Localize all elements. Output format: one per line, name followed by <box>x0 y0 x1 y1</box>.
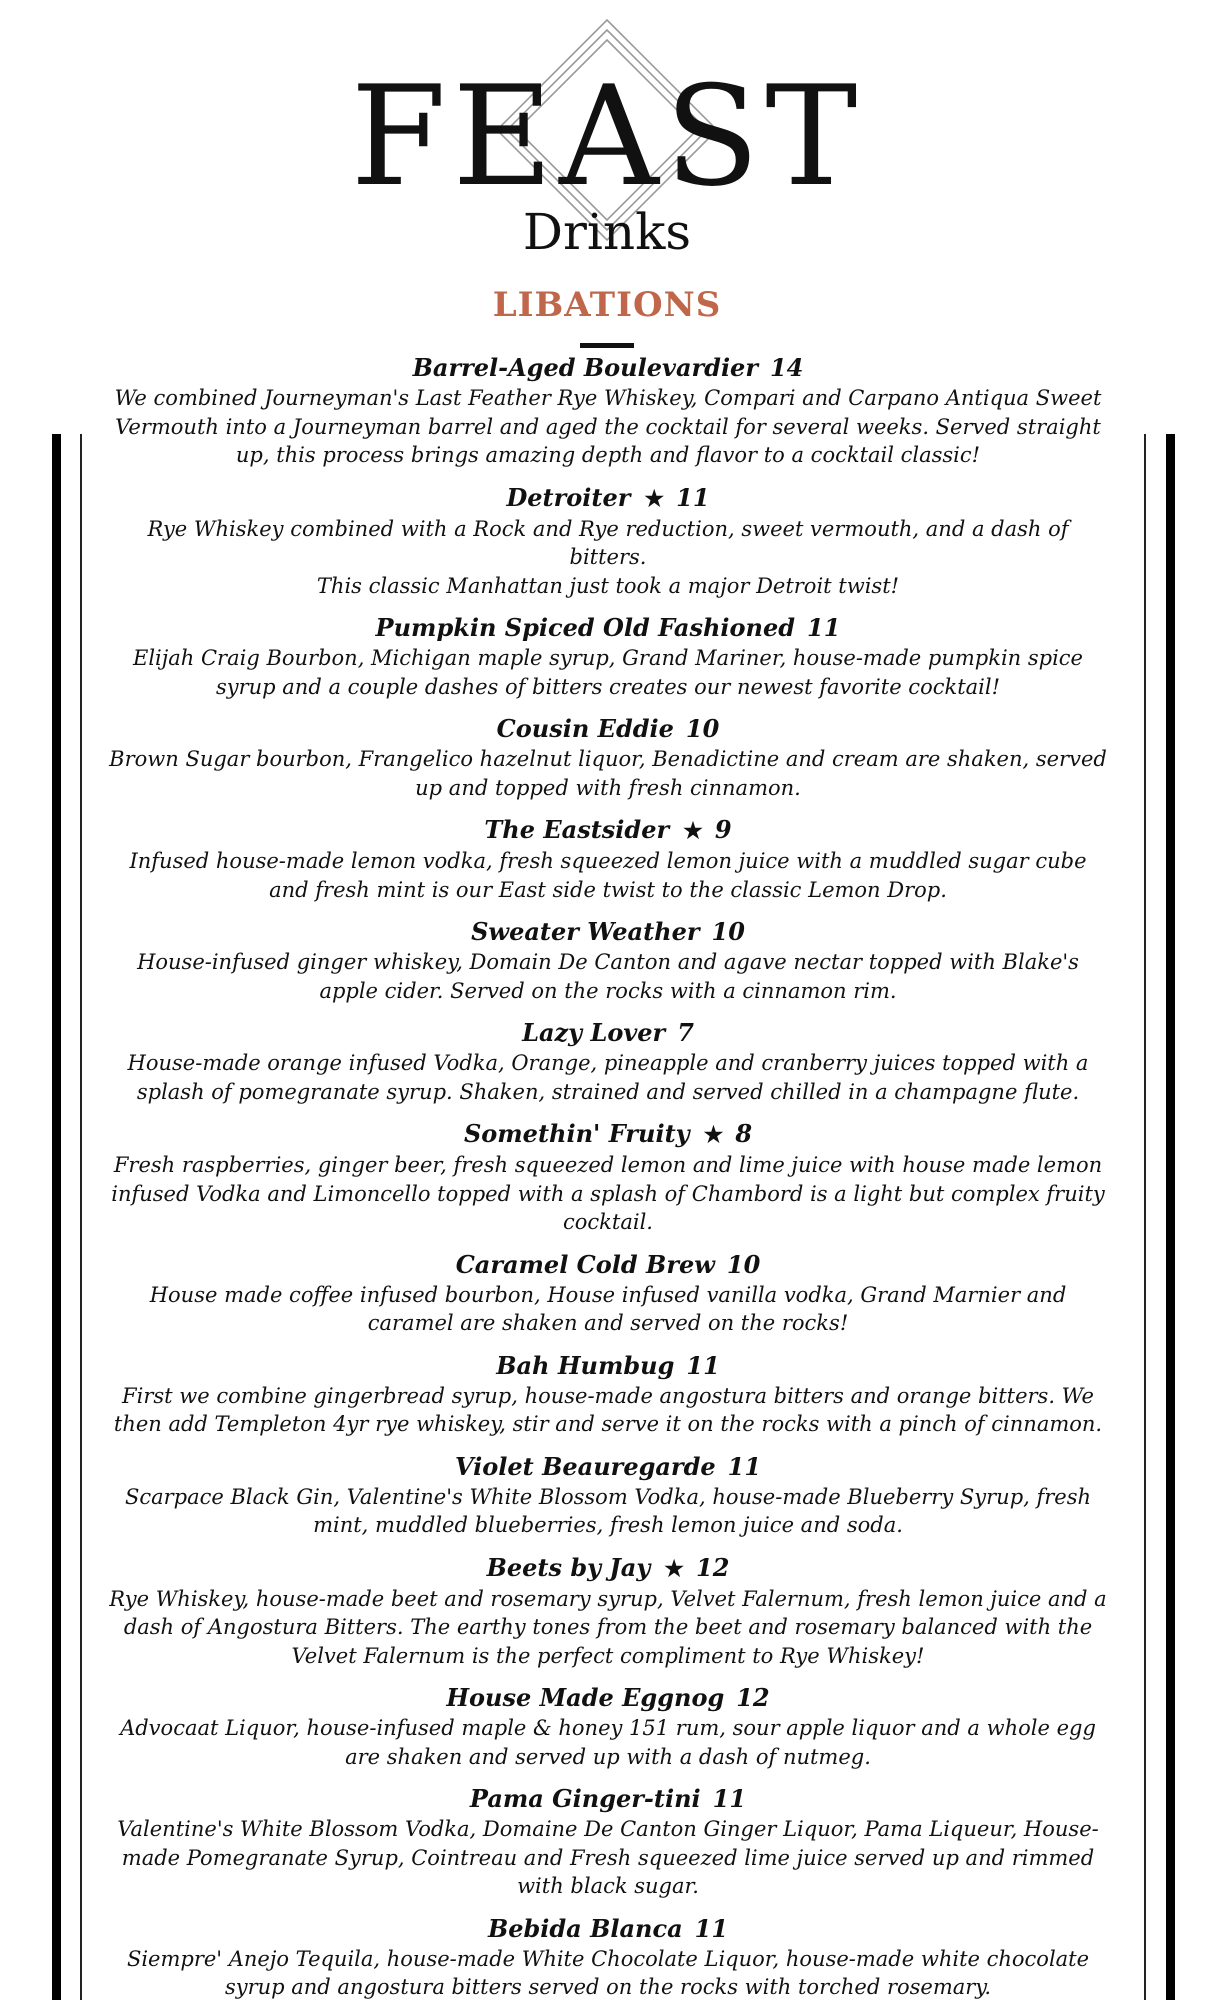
drink-description: Valentine's White Blossom Vodka, Domaine De Canton Ginger Liquor, Pama Liqueur, House-made Pomegranate Syrup, Cointreau and Fresh squeezed lime juice served up and rimmed with black sugar. <box>117 1817 1099 1898</box>
section-title: LIBATIONS <box>492 285 722 325</box>
menu-item <box>108 1783 1108 1901</box>
drink-name: Sweater Weather <box>471 917 700 946</box>
drink-description: Scarpace Black Gin, Valentine's White Blossom Vodka, house-made Blueberry Syrup, fresh mint, muddled blueberries, fresh lemon juice and soda. <box>124 1484 1092 1537</box>
left-border-thick <box>52 434 61 2000</box>
drink-description: Advocaat Liquor, house-infused maple & honey 151 rum, sour apple liquor and a whole egg are shaken and served up with a dash of nutmeg. <box>120 1716 1096 1769</box>
menu-item-heading <box>108 1451 1108 1483</box>
menu-item-heading <box>108 916 1108 948</box>
drink-price: 11 <box>727 1451 762 1481</box>
drink-price: 11 <box>686 1350 720 1380</box>
drink-name: Pumpkin Spiced Old Fashioned <box>375 613 796 642</box>
menu-item-heading <box>108 482 1108 515</box>
drink-name: Bah Humbug <box>496 1350 675 1380</box>
menu-item-heading <box>108 1017 1108 1049</box>
drink-description: House made coffee infused bourbon, House infused vanilla vodka, Grand Marnier and caramel are shaken and served on the rocks! <box>149 1282 1067 1335</box>
drink-name: House Made Eggnog <box>446 1683 725 1712</box>
drink-price: 10 <box>726 1249 761 1279</box>
menu-item <box>108 482 1108 601</box>
right-border-thick <box>1166 434 1175 2000</box>
left-border-thin <box>80 434 82 2000</box>
menu-item-heading <box>108 1249 1108 1281</box>
menu-item <box>108 1913 1108 2002</box>
drink-description: First we combine gingerbread syrup, house-made angostura bitters and orange bitters. We then add Templeton 4yr rye whiskey, stir and serve it on the rocks with a pinch of cinnamon. <box>113 1383 1103 1436</box>
menu-item <box>108 1017 1108 1106</box>
drink-menu-list <box>108 352 1108 2014</box>
drink-name: Bebida Blanca <box>487 1913 683 1943</box>
drink-name: Caramel Cold Brew <box>455 1249 715 1279</box>
drink-name: Detroiter <box>506 482 631 512</box>
menu-item-heading <box>108 1682 1108 1714</box>
star-icon: ★ <box>644 485 665 512</box>
drink-description: Infused house-made lemon vodka, fresh squeezed lemon juice with a muddled sugar cube and fresh mint is our East side twist to the classic Lemon Drop. <box>129 849 1087 902</box>
menu-item <box>108 352 1108 470</box>
drink-name: Barrel-Aged Boulevardier <box>412 353 758 382</box>
menu-item <box>108 1118 1108 1237</box>
drink-description: Siempre' Anejo Tequila, house-made White Chocolate Liquor, house-made white chocolate syrup and angostura bitters served on the rocks with torched rosemary. <box>126 1946 1090 1999</box>
menu-item-heading <box>108 352 1108 384</box>
drink-description: Rye Whiskey combined with a Rock and Rye reduction, sweet vermouth, and a dash of bitters. This classic Manhattan just took a major Detroit twist! <box>147 516 1069 598</box>
drink-price: 12 <box>736 1683 770 1712</box>
drink-price: 11 <box>694 1913 729 1943</box>
menu-item <box>108 713 1108 802</box>
drink-price: 12 <box>696 1552 730 1582</box>
menu-item-heading <box>108 713 1108 745</box>
right-border-thin <box>1144 434 1146 2000</box>
drink-name: Somethin' Fruity <box>463 1119 690 1148</box>
menu-item <box>108 1350 1108 1439</box>
drink-name: Lazy Lover <box>522 1018 666 1047</box>
drink-name: Cousin Eddie <box>496 714 674 743</box>
drink-description: Rye Whiskey, house-made beet and rosemary syrup, Velvet Falernum, fresh lemon juice and a dash of Angostura Bitters. The earthy tones from the beet and rosemary balanced with the Velvet Falernum is the perfect compliment to Rye Whiskey! <box>109 1586 1107 1668</box>
menu-item <box>108 1451 1108 1540</box>
section-divider <box>580 343 634 348</box>
drink-description: House-infused ginger whiskey, Domain De Canton and agave nectar topped with Blake's apple cider. Served on the rocks with a cinnamon rim. <box>137 950 1079 1003</box>
menu-item <box>108 612 1108 701</box>
drink-price: 14 <box>769 353 804 382</box>
drink-price: 11 <box>712 1784 747 1813</box>
drink-price: 10 <box>711 917 745 946</box>
drink-name: Beets by Jay <box>486 1552 651 1582</box>
menu-item-heading <box>108 1350 1108 1382</box>
drink-price: 9 <box>714 815 732 844</box>
drink-price: 8 <box>735 1119 753 1148</box>
drink-name: Violet Beauregarde <box>454 1451 716 1481</box>
menu-item-heading <box>108 814 1108 847</box>
star-icon: ★ <box>664 1555 685 1582</box>
menu-item-heading <box>108 1118 1108 1151</box>
menu-item <box>108 814 1108 904</box>
menu-item-heading <box>108 1913 1108 1945</box>
drink-price: 7 <box>677 1018 694 1047</box>
menu-item-heading <box>108 1783 1108 1815</box>
drink-price: 11 <box>676 482 710 512</box>
menu-item-heading <box>108 612 1108 644</box>
drink-description: Fresh raspberries, ginger beer, fresh squeezed lemon and lime juice with house made lemon infused Vodka and Limoncello topped with a splash of Chambord is a light but complex fruity cocktail. <box>111 1153 1105 1234</box>
star-icon: ★ <box>683 818 703 844</box>
drink-description: Elijah Craig Bourbon, Michigan maple syrup, Grand Mariner, house-made pumpkin spice syrup and a couple dashes of bitters creates our newest favorite cocktail! <box>133 646 1083 699</box>
brand-subtitle: Drinks <box>522 203 692 261</box>
drink-name: The Eastsider <box>484 815 670 844</box>
drink-name: Pama Ginger-tini <box>469 1784 701 1813</box>
drink-description: We combined Journeyman's Last Feather Rye Whiskey, Compari and Carpano Antiqua Sweet Vermouth into a Journeyman barrel and aged the cocktail for several weeks. Served straight up, this process brings amazing depth and flavor to a cocktail classic! <box>114 386 1102 467</box>
drink-description: House-made orange infused Vodka, Orange, pineapple and cranberry juices topped with a splash of pomegranate syrup. Shaken, strained and served chilled in a champagne flute. <box>127 1051 1089 1104</box>
menu-item <box>108 916 1108 1005</box>
menu-item <box>108 1552 1108 1671</box>
menu-item <box>108 1682 1108 1771</box>
drink-price: 11 <box>807 613 841 642</box>
drink-description: Brown Sugar bourbon, Frangelico hazelnut liquor, Benadictine and cream are shaken, served up and topped with fresh cinnamon. <box>109 747 1107 800</box>
brand-title: FEAST <box>350 56 864 217</box>
menu-item <box>108 1249 1108 1338</box>
star-icon: ★ <box>703 1122 724 1148</box>
drink-price: 10 <box>685 714 720 743</box>
menu-item-heading <box>108 1552 1108 1585</box>
